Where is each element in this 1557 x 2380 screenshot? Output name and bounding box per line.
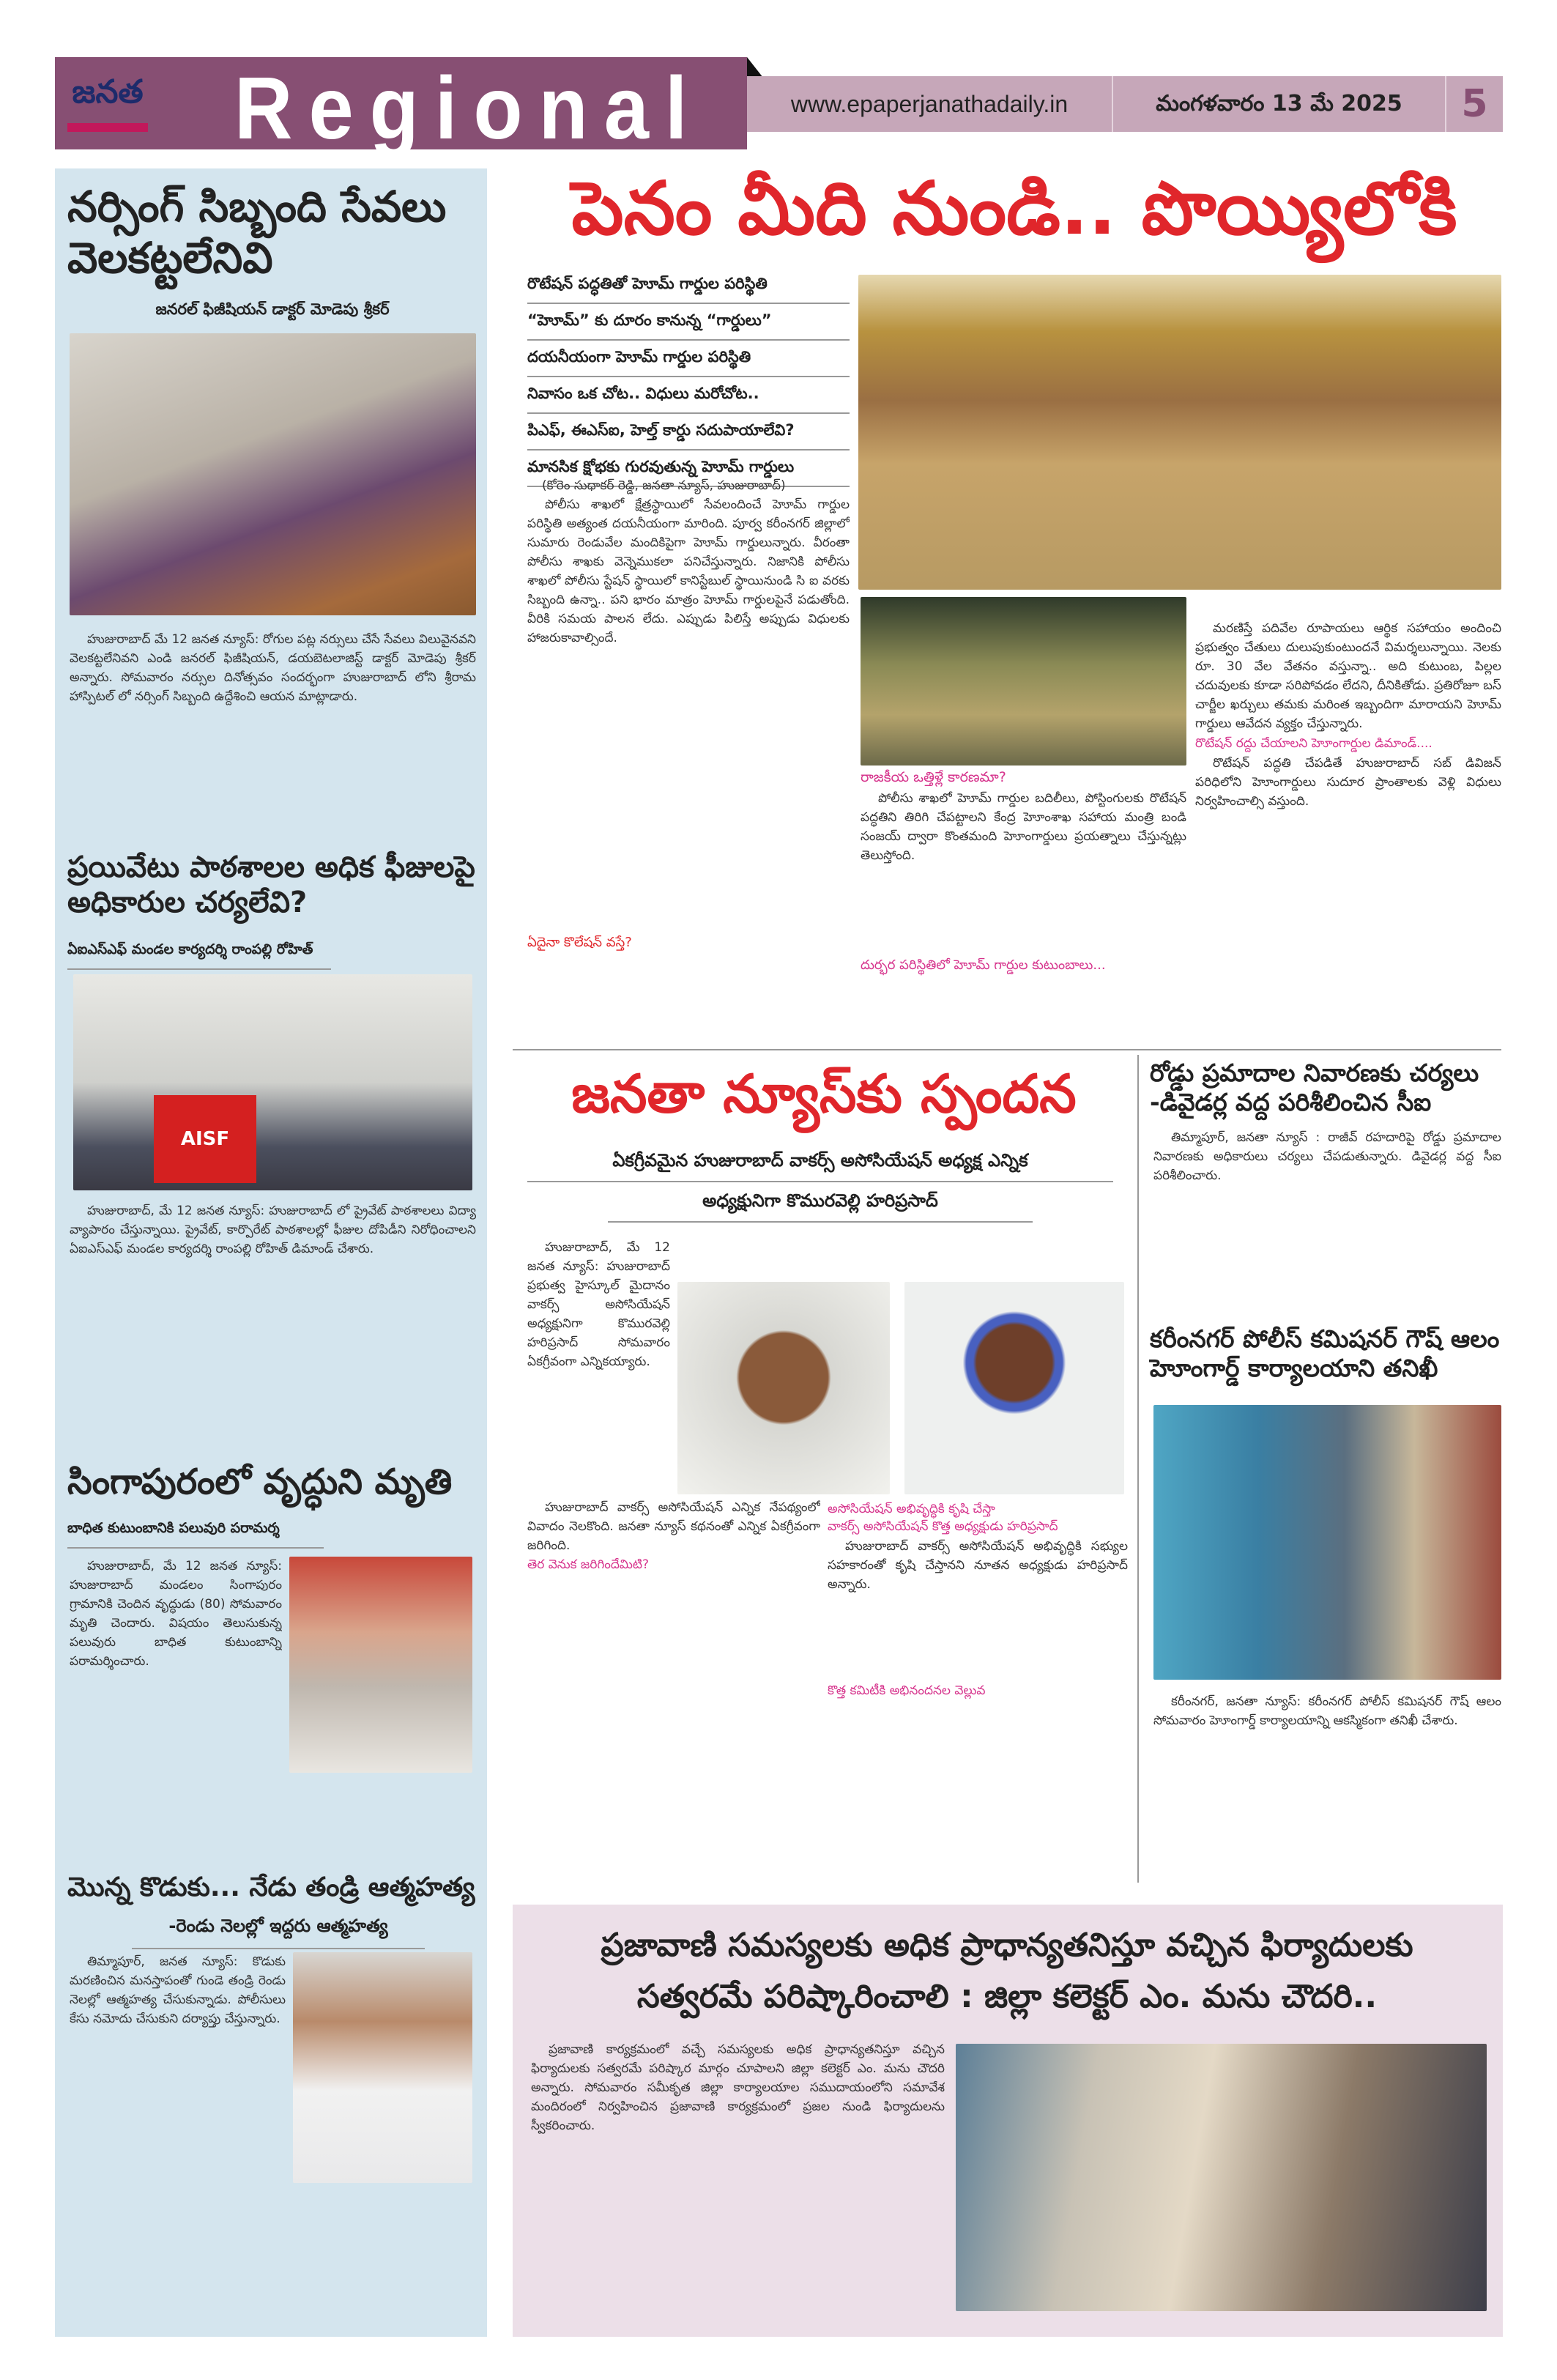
prajavani-headline-2[interactable]: సత్వరమే పరిష్కారించాలి : జిల్లా కలెక్టర్ ఎం. మను చౌదరి.. xyxy=(636,1978,1378,2015)
lead-headline[interactable]: పెనం మీది నుండి.. పొయ్యిలోకి xyxy=(571,166,1457,251)
cp-headline[interactable]: కరీంనగర్ పోలీస్ కమిషనర్ గౌష్ ఆలం హెూంగార్డ్ కార్యాలయాని తనిఖీ xyxy=(1150,1324,1500,1382)
lead-body-3: మరణిస్తే పదివేల రూపాయలు ఆర్థిక సహాయం అందించి ప్రభుత్వం చేతులు దులుపుకుంటుందనే విమర్శలున్నాయి. నెలకు రూ. 30 వేల వేతనం వస్తున్నా.. అది కుటుంబ, పిల్లల చదువులకు కూడా సరిపోవడం లేదని, దీనికితోడు. ప్రతిరోజూ బస్ చార్జీల ఖర్చులు తమకు మరింత ఇబ్బందిగా మారాయని హెూమ్ గార్డులు ఆవేదన వ్యక్తం చేస్తున్నారు. xyxy=(1195,621,1501,731)
janata-body-2: హుజురాబాద్ వాకర్స్ అసోసియేషన్ అభివృద్ధికి సభ్యుల సహకారంతో కృషి చేస్తానని నూతన అధ్యక్షుడు హరిప్రసాద్ అన్నారు. xyxy=(828,1539,1128,1592)
lead-subhead: రొటేషన్ పద్ధతితో హెూమ్ గార్డుల పరిస్థితి xyxy=(527,267,850,304)
aisf-flag: AISF xyxy=(154,1095,256,1183)
prajavani-headline-1[interactable]: ప్రజావాణి సమస్యలకు అధిక ప్రాధాన్యతనిస్తూ వచ్చిన ఫిర్యాదులకు xyxy=(601,1927,1413,1964)
section-title: Regional xyxy=(234,58,704,158)
logo-text: జనత xyxy=(72,73,144,111)
lead-body-4: రొటేషన్ పద్ధతి చేపడితే హుజురాబాద్ సబ్ డివిజన్ పరిధిలోని హెూంగార్డులు సుదూర ప్రాంతాలకు వెళ్లి విధులు నిర్వహించాల్సి వస్తుంది. xyxy=(1195,756,1501,809)
story3-subhead: బాధిత కుటుంబానికి పలువురి పరామర్శ xyxy=(67,1520,324,1549)
janata-subhead-1: ఏకగ్రీవమైన హుజురాబాద్ వాకర్స్ అసోసియేషన్ అధ్యక్ష ఎన్నిక xyxy=(527,1150,1113,1182)
lead-red-subhead-4: రొటేషన్ రద్దు చేయాలని హెూంగార్డుల డిమాండ్.... xyxy=(1195,736,1432,751)
janata-column-2 xyxy=(828,1502,1128,1868)
home-guards-photo xyxy=(858,275,1501,590)
page-number: 5 xyxy=(1461,82,1488,126)
lead-column-2 xyxy=(861,769,1186,1048)
story1-body: హుజురాబాద్ మే 12 జనత న్యూస్: రోగుల పట్ల నర్సులు చేసే సేవలు విలువైనవని వెలకట్టలేనివని ఎండి జనరల్ ఫిజీషియన్, డయబెటలాజిస్ట్ డాక్టర్ మోడెపు శ్రీకర్ అన్నారు. సోమవారం నర్సుల దినోత్సవం సందర్భంగా హుజురాబాద్ లోని శ్రీరామ హాస్పిటల్ లో నర్సింగ్ సిబ్బంది ఉద్దేశించి ఆయన మాట్లాడారు. xyxy=(70,632,476,704)
home-guards-parade-photo xyxy=(861,597,1186,765)
janata-body-3 xyxy=(527,1498,820,1864)
lead-column-1 xyxy=(527,476,850,1048)
lead-column-3 xyxy=(1195,619,1501,1048)
janata-red-subhead-2: వాకర్స్ అసోసియేషన్ కొత్త అధ్యక్షుడు హరిప్రసాద్ xyxy=(828,1519,1058,1534)
janata-body-3-text: హుజురాబాద్ వాకర్స్ అసోసియేషన్ ఎన్నిక నేపథ్యంలో వివాదం నెలకొంది. జనతా న్యూస్ కథనంతో ఎన్నిక ఏకగ్రీవంగా జరిగింది. xyxy=(527,1500,820,1553)
lead-byline: (కోరెం సుధాకర్ రెడ్డి, జనతా న్యూస్, హుజురాబాద్) xyxy=(542,478,786,493)
masthead-info-bar xyxy=(747,76,1503,132)
elderly-man-photo xyxy=(289,1557,472,1773)
hariprasad-photo xyxy=(677,1282,890,1494)
prajavani-body: ప్రజావాణి కార్యక్రమంలో వచ్చే సమస్యలకు అధిక ప్రాధాన్యతనిస్తూ వచ్చిన ఫిర్యాదులకు సత్వరమే పరిష్కార మార్గం చూపాలని జిల్లా కలెక్టర్ ఎం. మను చౌదరి అన్నారు. సోమవారం సమీకృత జిల్లా కార్యాలయాల సముదాయంలోని సమావేశ మందిరంలో నిర్వహించిన ప్రజావాణి కార్యక్రమంలో ప్రజల నుండి ఫిర్యాదులను స్వీకరించారు. xyxy=(531,2042,945,2133)
issue-date: మంగళవారం 13 మే 2025 xyxy=(1113,76,1446,132)
story3-headline[interactable]: సింగాపురంలో వృద్ధుని మృతి xyxy=(67,1461,453,1502)
story4-body: తిమ్మాపూర్, జనత న్యూస్: కొడుకు మరణించిన మనస్తాపంతో గుండె తండ్రి రెండు నెలల్లో ఆత్మహత్య చేసుకున్నాడు. పోలీసులు కేసు నమోదు చేసుకుని దర్యాప్తు చేస్తున్నారు. xyxy=(70,1954,286,2026)
column-divider xyxy=(1137,1055,1139,1883)
lead-red-subhead-3: దుర్భర పరిస్థితిలో హెూమ్ గార్డుల కుటుంబాలు... xyxy=(861,957,1106,973)
website-url[interactable]: www.epaperjanathadaily.in xyxy=(747,76,1113,132)
story1-headline[interactable]: నర్సింగ్ సిబ్బంది సేవలు వెలకట్టలేనివి xyxy=(67,182,447,283)
lead-subhead: మానసిక క్షోభకు గురవుతున్న హెూమ్ గార్డులు xyxy=(527,451,850,487)
cp-inspection-photo xyxy=(1153,1405,1501,1680)
prajavani-photo xyxy=(956,2044,1487,2311)
janata-headline[interactable]: జనతా న్యూస్‌కు స్పందన xyxy=(571,1063,1077,1124)
lead-subhead: “హెూమ్” కు దూరం కానున్న “గార్డులు” xyxy=(527,304,850,341)
victim-photo xyxy=(293,1952,472,2183)
nurses-day-photo xyxy=(70,333,476,615)
story2-body: హుజురాబాద్, మే 12 జనత న్యూస్: హుజురాబాద్ లో ప్రైవేట్ పాఠశాలలు విద్యా వ్యాపారం చేస్తున్నాయి. ప్రైవేట్, కార్పొరేట్ పాఠశాలల్లో ఫీజుల దోపిడీని నిరోధించాలని ఏఐఎస్ఎఫ్ మండల కార్యదర్శి రాంపల్లి రోహిత్ డిమాండ్ చేశారు. xyxy=(70,1204,476,1256)
corner-triangle xyxy=(747,57,763,78)
janata-logo xyxy=(67,73,148,139)
lead-subhead: దయనీయంగా హెూమ్ గార్డుల పరిస్థితి xyxy=(527,341,850,377)
road-body: తిమ్మాపూర్, జనతా న్యూస్ : రాజీవ్ రహదారిపై రోడ్డు ప్రమాదాల నివారణకు అధికారులు చర్యలు చేపడుతున్నారు. డివైడర్ల వద్ద సీఐ పరిశీలించారు. xyxy=(1153,1130,1501,1183)
lead-red-subhead-2: రాజకీయ ఒత్తిళ్లే కారణమా? xyxy=(861,769,1006,785)
janata-red-subhead-3: తెర వెనుక జరిగిందేమిటి? xyxy=(527,1557,650,1572)
janata-body-1: హుజురాబాద్, మే 12 జనత న్యూస్: హుజురాబాద్ ప్రభుత్వ హైస్కూల్ మైదానం వాకర్స్ అసోసియేషన్ అధ్యక్షునిగా కొమురవెల్లి హరిప్రసాద్ సోమవారం ఏకగ్రీవంగా ఎన్నికయ్యారు. xyxy=(527,1240,670,1369)
cp-body: కరీంనగర్, జనతా న్యూస్: కరీంనగర్ పోలీస్ కమిషనర్ గౌష్ ఆలం సోమవారం హెూంగార్డ్ కార్యాలయాన్ని ఆకస్మికంగా తనిఖీ చేశారు. xyxy=(1153,1694,1501,1728)
divider xyxy=(513,1049,1501,1050)
story4-headline[interactable]: మొన్న కొడుకు... నేడు తండ్రి ఆత్మహత్య xyxy=(67,1872,475,1902)
story2-headline[interactable]: ప్రయివేటు పాఠశాలల అధిక ఫీజులపై అధికారుల చర్యలేవి? xyxy=(67,850,475,919)
janata-red-subhead-4: కొత్త కమిటీకి అభినందనల వెల్లువ xyxy=(828,1683,986,1698)
story2-subhead: ఏఐఎస్ఎఫ్ మండల కార్యదర్శి రాంపల్లి రోహిత్ xyxy=(67,941,331,970)
lead-red-subhead-1: ఏదైనా కొలేషన్ వస్తే? xyxy=(527,935,632,950)
lead-body-2: పోలీసు శాఖలో హెూమ్ గార్డుల బదిలీలు, పోస్టింగులకు రొటేషన్ పద్ధతిని తిరిగి చేపట్టాలని కేంద్ర హెూంశాఖ సహాయ మంత్రి బండి సంజయ్ ద్వారా కొంతమంది హెూంగార్డులు ప్రయత్నాలు చేస్తున్నట్లు తెలుస్తోంది. xyxy=(861,791,1186,863)
janata-red-subhead-1: అసోసియేషన్ అభివృద్ధికి కృషి చేస్తా xyxy=(828,1502,995,1516)
story1-subhead: జనరల్ ఫిజీషియన్ డాక్టర్ మోడెపు శ్రీకర్ xyxy=(155,300,390,318)
janata-subhead-2: అధ్యక్షునిగా కొమురవెల్లి హరిప్రసాద్ xyxy=(608,1190,1033,1223)
lead-subheads xyxy=(527,267,850,487)
aisf-students-photo xyxy=(73,974,472,1190)
story3-body: హుజురాబాద్, మే 12 జనత న్యూస్: హుజురాబాద్ మండలం సింగాపురం గ్రామానికి చెందిన వృద్ధుడు (80) సోమవారం మృతి చెందారు. విషయం తెలుసుకున్న పలువురు బాధిత కుటుంబాన్ని పరామర్శించారు. xyxy=(70,1559,282,1669)
road-headline[interactable]: రోడ్డు ప్రమాదాల నివారణకు చర్యలు -డివైడర్ల వద్ద పరిశీలించిన సీఐ xyxy=(1150,1059,1479,1116)
story4-subhead: -రెండు నెలల్లో ఇద్దరు ఆత్మహత్య xyxy=(132,1916,425,1949)
association-member-photo xyxy=(904,1282,1124,1494)
lead-subhead: నివాసం ఒక చోట.. విధులు మరోచోట.. xyxy=(527,377,850,414)
lead-body-1: పోలీసు శాఖలో క్షేత్రస్థాయిలో సేవలందించే హెూమ్ గార్డుల పరిస్థితి అత్యంత దయనీయంగా మారింది. పూర్వ కరీంనగర్ జిల్లాలో సుమారు రెండువేల మందికిపైగా హెూమ్ గార్డులున్నారు. వీరంతా పోలీసు శాఖకు వెన్నెముకలా పనిచేస్తున్నారు. నిజానికి పోలీసు శాఖలో పోలీసు స్టేషన్ స్థాయిలో కానిస్టేబుల్ స్థాయినుండి సి ఐ వరకు సిబ్బంది ఉన్నా.. పని భారం మాత్రం హెూమ్ గార్డులపైనే పడుతోంది. వీరికి సమయ పాలన లేదు. ఎప్పుడు పిలిస్తే అప్పుడు విధులకు హాజరుకావాల్సిందే. xyxy=(527,497,850,645)
lead-subhead: పిఎఫ్, ఈఎస్ఐ, హెల్త్ కార్డు సదుపాయాలేవి? xyxy=(527,414,850,451)
